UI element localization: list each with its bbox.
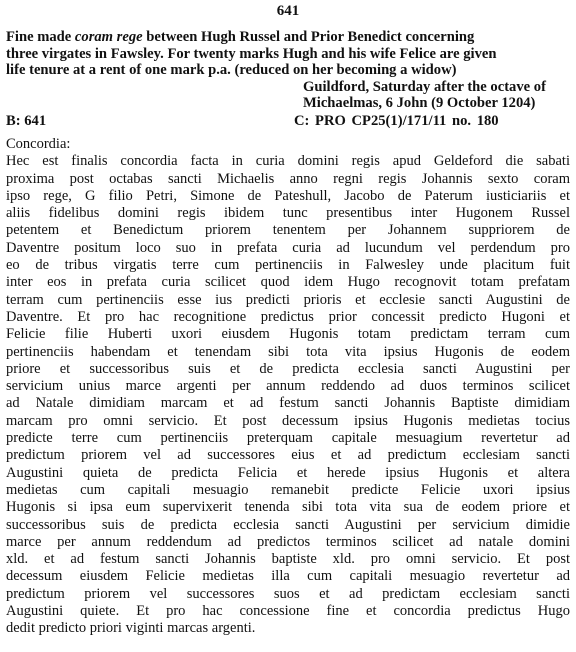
body-line: terram cum pertinenciis esse ius predicti prioris et ecclesie sancti Augustini de <box>6 291 570 308</box>
body-line: Hec est finalis concordia facta in curia domini regis apud Geldeford die sabati <box>6 153 570 170</box>
place-date-line2: Michaelmas, 6 John (9 October 1204) <box>303 95 536 112</box>
body-line: Augustini quieta de predicta Felicia et herede ipsius Hugonis et altera <box>6 464 570 481</box>
body-line: medietas cum capitali mesuagio remanebit predicte Felicie uxori ipsius <box>6 481 570 498</box>
body-line: predictum priorem vel ad successores eius et ad predictum ecclesiam sancti <box>6 447 570 464</box>
body-line: predictum priorem vel successores suos et ad predictam ecclesiam sancti <box>6 585 570 602</box>
body-line: ipso rege, G filio Petri, Simone de Pateshull, Jacobo de Paterum iusticiariis et <box>6 187 570 204</box>
page-number: 641 <box>276 3 300 19</box>
heading-prefix: Fine made <box>6 29 75 45</box>
body-line: Daventre positum loco suo in prefata curia ad lucundum vel perdendum pro <box>6 239 570 256</box>
body-line: servicium unius marce argenti per annum reddendo ad duos terminos scilicet <box>6 378 570 395</box>
body-line: marcam pro omni servicio. Et post decessum ipsius Hugonis medietas tocius <box>6 412 570 429</box>
heading-italic: coram rege <box>74 29 143 45</box>
reference-line <box>6 113 570 130</box>
body-line: petentem et Benedictum priorem tenentem per Johannem suppriorem de <box>6 222 570 239</box>
heading-line3: life tenure at a rent of one mark p.a. (reduced on her becoming a widow) <box>6 62 457 79</box>
body-line: Daventre. Et pro hac recognitione predictus prior concessit predicto Hugoni et <box>6 308 570 325</box>
body-line: ad Natale dimidiam marcam et ad festum sancti Johannis Baptiste dimidiam <box>6 395 570 412</box>
body-line: predicte terre cum pertinenciis preterquam capitale mesuagium revertetur ad <box>6 430 570 447</box>
body-line: Felicie filie Huberti uxori eiusdem Hugonis totam predictam terram cum <box>6 326 570 343</box>
body-line: eo de tribus virgatis terre cum pertinenciis in Falwesley unde placitum fuit <box>6 257 570 274</box>
body-line: proxima post octabas sancti Michaelis anno regni regis Johannis sexto coram <box>6 170 570 187</box>
reference-c: C: PRO CP25(1)/171/11 no. 180 <box>294 112 499 129</box>
entry-heading <box>6 29 570 79</box>
body-line: pertinenciis habendam et tenendam sibi tota vita ipsius Hugonis de eodem <box>6 343 570 360</box>
place-date-line1: Guildford, Saturday after the octave of <box>303 78 546 95</box>
body-line: marce per annum reddendum ad predictos terminos scilicet ad natale domini <box>6 533 570 550</box>
heading-line2: three virgates in Fawsley. For twenty marks Hugh and his wife Felice are given <box>6 45 497 62</box>
body-line: successoribus suis de predicta ecclesia sancti Augustini per servicium dimidie <box>6 516 570 533</box>
body-line: Augustini quiete. Et pro hac concessione fine et concordia predictus Hugo <box>6 602 570 619</box>
body-line: aliis fidelibus domini regis ibidem tunc presentibus inter Hugonem Russel <box>6 205 570 222</box>
body-line: decessum eiusdem Felicie medietas illa cum capitali mesuagio revertetur ad <box>6 568 570 585</box>
body-line: xld. et ad festum sancti Johannis baptiste xld. pro omni servicio. Et post <box>6 551 570 568</box>
body-line: inter eos in prefata curia scilicet quod idem Hugo recognovit totam prefatam <box>6 274 570 291</box>
reference-b: B: 641 <box>6 112 47 129</box>
heading-rest-line1: between Hugh Russel and Prior Benedict concerning <box>142 29 475 45</box>
place-date <box>6 79 570 112</box>
body-line: Hugonis si ipsa eum supervixerit tenenda sibi tota vita sua de eodem priore et <box>6 499 570 516</box>
concordia-label: Concordia: <box>6 135 71 152</box>
body-line: dedit predicto priori viginti marcas argenti. <box>6 620 256 637</box>
concordia-text <box>6 136 570 638</box>
body-line: priore et successoribus suis et de predicta ecclesia sancti Augustini per <box>6 360 570 377</box>
